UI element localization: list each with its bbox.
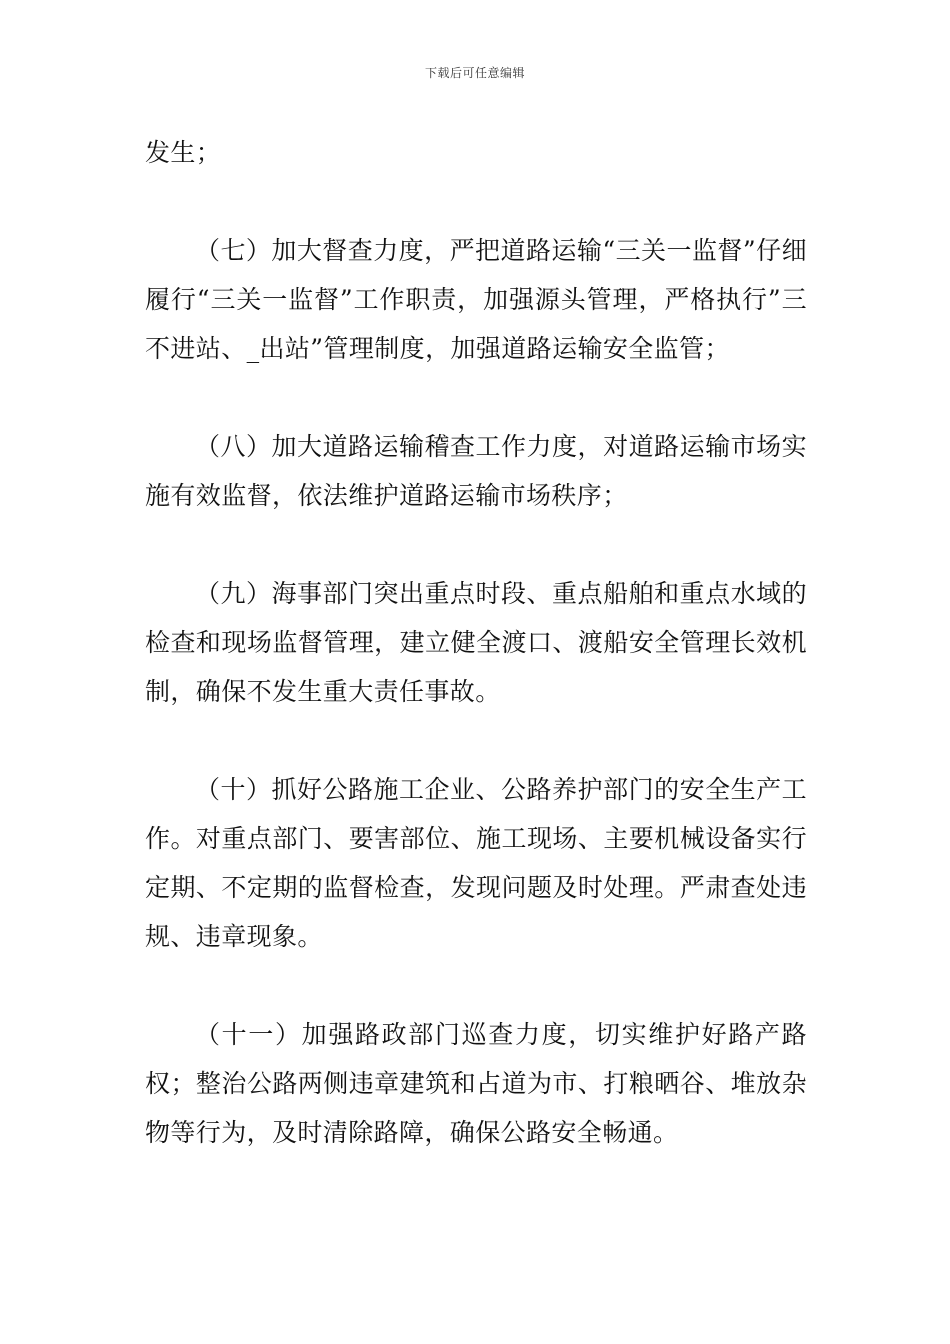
paragraph-item-8: （八）加大道路运输稽查工作力度，对道路运输市场实施有效监督，依法维护道路运输市场秩序； [145, 432, 807, 510]
paragraph-item-7: （七）加大督查力度，严把道路运输“三关一监督”仔细履行“三关一监督”工作职责，加强源头管理，严格执行”三不进站、_出站”管理制度，加强道路运输安全监管； [145, 236, 807, 363]
paragraph-gap [145, 177, 807, 226]
paragraph-gap [145, 373, 807, 422]
paragraph-gap [145, 520, 807, 569]
paragraph-gap [145, 716, 807, 765]
paragraph-gap [145, 961, 807, 1010]
paragraph-continuation: 发生； [145, 138, 222, 167]
page-header: 下载后可任意编辑 [424, 66, 525, 80]
document-body [145, 128, 807, 1157]
paragraph-item-10: （十）抓好公路施工企业、公路养护部门的安全生产工作。对重点部门、要害部位、施工现场、主要机械设备实行定期、不定期的监督检查，发现问题及时处理。严肃查处违规、违章现象。 [145, 775, 807, 951]
paragraph-item-11: （十一）加强路政部门巡查力度，切实维护好路产路权；整治公路两侧违章建筑和占道为市、打粮晒谷、堆放杂物等行为，及时清除路障，确保公路安全畅通。 [145, 1020, 807, 1147]
paragraph-item-9: （九）海事部门突出重点时段、重点船舶和重点水域的检查和现场监督管理，建立健全渡口、渡船安全管理长效机制，确保不发生重大责任事故。 [145, 579, 807, 706]
